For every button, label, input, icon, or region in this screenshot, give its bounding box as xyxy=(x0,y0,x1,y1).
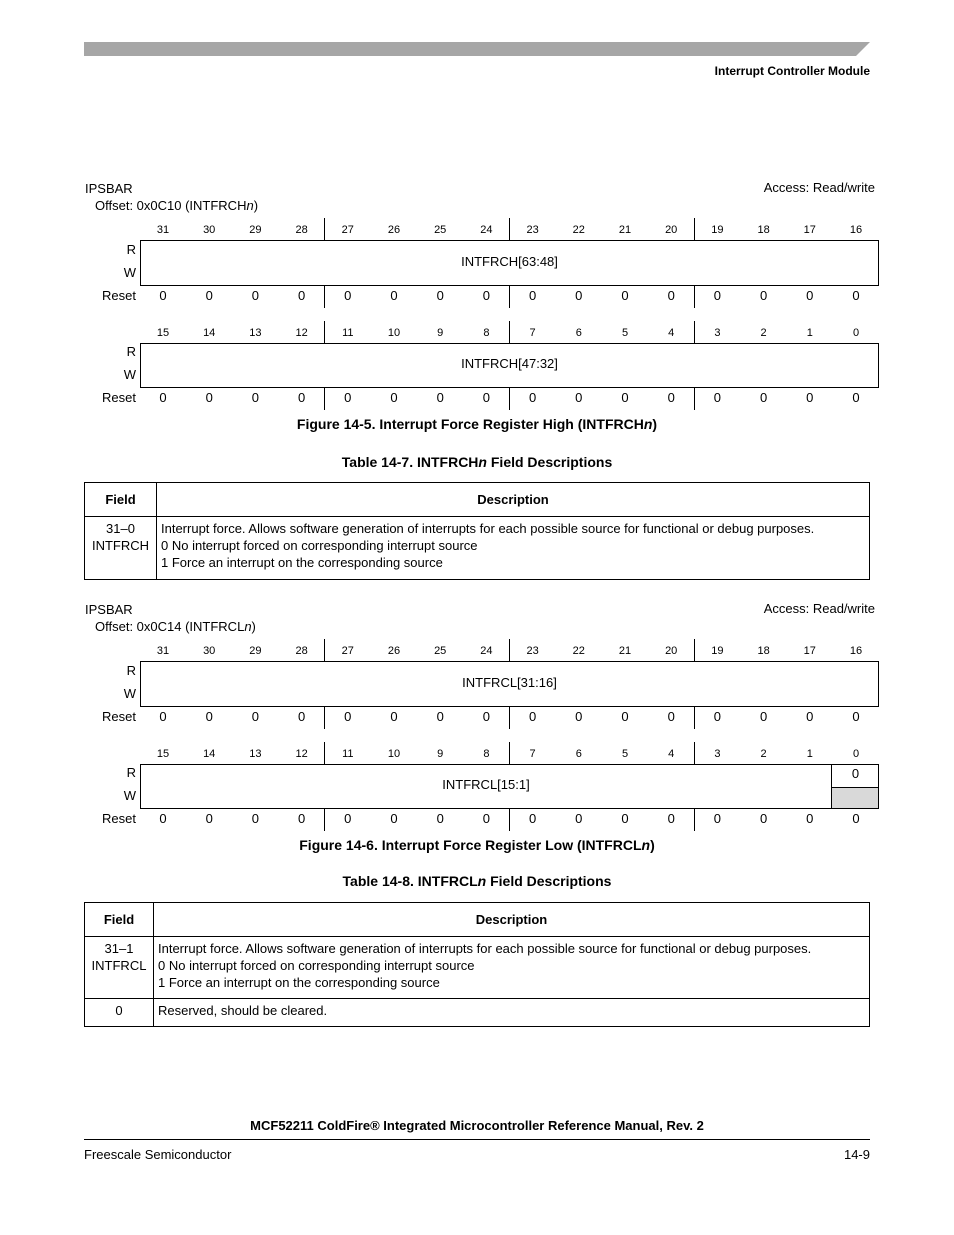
bit-number: 28 xyxy=(295,645,308,657)
bit-number: 8 xyxy=(483,327,490,339)
bit-number: 6 xyxy=(575,327,582,339)
description-line: 1 Force an interrupt on the corresponding source xyxy=(158,975,440,990)
write-label: W xyxy=(123,367,136,382)
field-description-table-intfrcl xyxy=(84,902,870,1027)
reset-label: Reset xyxy=(102,811,136,826)
bit-number: 26 xyxy=(387,645,401,657)
bit-number: 20 xyxy=(665,224,678,236)
reset-label: Reset xyxy=(102,709,136,724)
bit-number: 7 xyxy=(529,327,536,339)
reset-value: 0 xyxy=(205,288,213,303)
nibble-divider xyxy=(694,639,695,661)
description-line: Reserved, should be cleared. xyxy=(158,1003,328,1018)
bit-number: 16 xyxy=(849,224,863,236)
nibble-divider xyxy=(509,286,510,308)
field-cell xyxy=(85,517,157,580)
reset-value: 0 xyxy=(806,709,814,724)
table-title-intfrcl: Table 14-8. INTFRCLn Field Descriptions xyxy=(342,873,612,889)
bit-number: 11 xyxy=(342,748,354,760)
reset-value: 0 xyxy=(806,288,814,303)
reset-value: 0 xyxy=(759,288,768,303)
nibble-divider xyxy=(509,388,510,410)
bit-number: 3 xyxy=(714,327,721,339)
bit-number: 31 xyxy=(156,224,170,236)
reset-value: 0 xyxy=(713,811,721,826)
reset-row-upper xyxy=(84,288,884,308)
nibble-divider xyxy=(324,742,325,764)
nibble-divider xyxy=(509,218,510,240)
nibble-divider xyxy=(509,707,510,729)
reset-value: 0 xyxy=(528,288,537,303)
field-name: INTFRCL xyxy=(91,958,147,973)
bit-number: 25 xyxy=(434,645,447,657)
bit-number: 0 xyxy=(852,748,860,760)
bit-number: 15 xyxy=(156,327,170,339)
nibble-divider xyxy=(694,321,695,343)
bit-number: 11 xyxy=(342,327,354,339)
bit-number: 30 xyxy=(203,224,216,236)
reset-value: 0 xyxy=(159,811,167,826)
bit-number: 27 xyxy=(341,224,354,236)
reset-value: 0 xyxy=(251,811,259,826)
reset-value: 0 xyxy=(482,811,490,826)
header-bar-shape xyxy=(84,42,870,56)
bit-number: 18 xyxy=(757,224,770,236)
reset-value: 0 xyxy=(852,709,860,724)
reset-value: 0 xyxy=(390,390,398,405)
page-number: 14-9 xyxy=(843,1147,870,1162)
reset-value: 0 xyxy=(575,709,583,724)
nibble-divider xyxy=(694,286,695,308)
reset-value: 0 xyxy=(575,288,583,303)
register-base-label: IPSBAR xyxy=(85,602,133,617)
field-bits: 0 xyxy=(115,1003,123,1018)
bit-number: 20 xyxy=(665,645,678,657)
reset-value: 0 xyxy=(713,709,721,724)
column-header-field: Field xyxy=(85,903,154,937)
nibble-divider xyxy=(509,809,510,831)
bit-number: 28 xyxy=(295,224,308,236)
bit-number: 2 xyxy=(760,327,767,339)
reset-value: 0 xyxy=(297,709,306,724)
bit-number: 14 xyxy=(203,748,216,760)
bit-number: 14 xyxy=(203,327,216,339)
table-row xyxy=(85,517,870,580)
description-line: 1 Force an interrupt on the corresponding source xyxy=(161,555,443,570)
description-cell xyxy=(157,517,870,580)
register-field-name: INTFRCH[63:48] xyxy=(461,254,558,269)
nibble-divider xyxy=(509,639,510,661)
running-header: Interrupt Controller Module xyxy=(714,64,870,78)
nibble-divider xyxy=(694,742,695,764)
reset-value: 0 xyxy=(528,709,537,724)
reset-value: 0 xyxy=(759,709,768,724)
column-header-description: Description xyxy=(157,483,870,517)
bit-number: 13 xyxy=(249,748,262,760)
reset-value: 0 xyxy=(852,288,860,303)
reset-value: 0 xyxy=(436,390,444,405)
reset-value: 0 xyxy=(297,390,306,405)
reset-value: 0 xyxy=(390,288,398,303)
reset-value: 0 xyxy=(667,288,675,303)
reset-label: Reset xyxy=(102,288,136,303)
nibble-divider xyxy=(694,388,695,410)
bit-number: 16 xyxy=(849,645,863,657)
column-header-description: Description xyxy=(154,903,870,937)
write-label: W xyxy=(123,788,136,803)
reset-value: 0 xyxy=(528,390,537,405)
bit-number: 0 xyxy=(852,327,860,339)
reset-value: 0 xyxy=(297,811,306,826)
reset-value: 0 xyxy=(159,709,167,724)
bit-number: 27 xyxy=(341,645,354,657)
bit-number: 12 xyxy=(295,748,308,760)
bit-number: 17 xyxy=(803,224,816,236)
footer-company: Freescale Semiconductor xyxy=(84,1147,232,1162)
nibble-divider xyxy=(694,707,695,729)
reset-value: 0 xyxy=(251,288,259,303)
reset-value: 0 xyxy=(482,288,490,303)
register-access-label: Access: Read/write xyxy=(763,180,875,195)
reset-value: 0 xyxy=(713,390,721,405)
bit-number: 21 xyxy=(618,645,632,657)
write-label: W xyxy=(123,265,136,280)
read-label: R xyxy=(126,344,136,359)
field-bits: 31–0 xyxy=(106,521,135,536)
reset-value: 0 xyxy=(344,390,352,405)
register-field-name: INTFRCL[31:16] xyxy=(462,675,557,690)
read-label: R xyxy=(126,663,136,678)
reset-value: 0 xyxy=(297,288,306,303)
register-offset-label: Offset: 0x0C10 (INTFRCHn) xyxy=(95,198,259,213)
reset-value: 0 xyxy=(667,709,675,724)
read-label: R xyxy=(126,765,136,780)
reset-value: 0 xyxy=(482,390,490,405)
bit-number: 6 xyxy=(575,748,582,760)
reset-value: 0 xyxy=(482,709,490,724)
description-line: 0 No interrupt forced on corresponding interrupt source xyxy=(158,958,475,973)
reserved-bit-read-value: 0 xyxy=(851,766,860,781)
bit-number: 31 xyxy=(156,645,170,657)
reset-value: 0 xyxy=(621,390,629,405)
table-row xyxy=(85,937,870,999)
reset-row-lower xyxy=(84,390,884,410)
description-line: 0 No interrupt forced on corresponding interrupt source xyxy=(161,538,478,553)
register-offset-label: Offset: 0x0C14 (INTFRCLn) xyxy=(95,619,256,634)
bit-number: 1 xyxy=(806,327,813,339)
field-name: INTFRCH xyxy=(91,538,150,553)
bit-number: 18 xyxy=(757,645,770,657)
description-line: Interrupt force. Allows software generation of interrupts for each possible source for functional or debug purposes. xyxy=(161,521,815,536)
bit-number: 19 xyxy=(711,645,724,657)
nibble-divider xyxy=(324,321,325,343)
reset-row-upper xyxy=(84,709,884,729)
table-header-row xyxy=(85,483,870,517)
nibble-divider xyxy=(694,809,695,831)
bit-number: 29 xyxy=(249,224,262,236)
bit-number: 22 xyxy=(572,645,585,657)
reset-value: 0 xyxy=(667,390,675,405)
reset-value: 0 xyxy=(759,811,768,826)
bit-number: 10 xyxy=(387,327,401,339)
reset-value: 0 xyxy=(806,390,814,405)
table-header-row xyxy=(85,903,870,937)
bit-number: 5 xyxy=(621,327,629,339)
register-field-name: INTFRCH[47:32] xyxy=(461,356,558,371)
footer-divider xyxy=(84,1139,870,1140)
bit-number: 29 xyxy=(249,645,262,657)
reset-value: 0 xyxy=(806,811,814,826)
nibble-divider xyxy=(324,809,325,831)
bit-number: 23 xyxy=(526,645,539,657)
reset-value: 0 xyxy=(205,390,213,405)
register-diagram-intfrcl xyxy=(84,601,884,831)
reset-value: 0 xyxy=(759,390,768,405)
register-diagram-intfrch xyxy=(84,180,884,410)
figure-caption-intfrcl: Figure 14-6. Interrupt Force Register Low (INTFRCLn) xyxy=(299,837,655,853)
field-description-table-intfrch xyxy=(84,482,870,580)
header-bar xyxy=(84,42,870,56)
field-cell xyxy=(85,937,154,999)
nibble-divider xyxy=(694,218,695,240)
nibble-divider xyxy=(324,388,325,410)
bit-number: 24 xyxy=(480,645,493,657)
register-field-name: INTFRCL[15:1] xyxy=(442,777,530,792)
bit-number: 4 xyxy=(668,327,675,339)
bit-number: 9 xyxy=(437,327,444,339)
description-cell xyxy=(154,937,870,999)
bit-number: 15 xyxy=(156,748,170,760)
reset-value: 0 xyxy=(436,811,444,826)
read-label: R xyxy=(126,242,136,257)
nibble-divider xyxy=(509,321,510,343)
nibble-divider xyxy=(324,218,325,240)
bit-number: 19 xyxy=(711,224,724,236)
reset-value: 0 xyxy=(575,811,583,826)
reset-value: 0 xyxy=(575,390,583,405)
nibble-divider xyxy=(324,707,325,729)
nibble-divider xyxy=(324,286,325,308)
bit-number: 3 xyxy=(714,748,721,760)
column-header-field: Field xyxy=(85,483,157,517)
reset-value: 0 xyxy=(667,811,675,826)
reset-value: 0 xyxy=(251,709,259,724)
figure-caption-intfrch: Figure 14-5. Interrupt Force Register High (INTFRCHn) xyxy=(296,416,658,432)
bit-number: 24 xyxy=(480,224,493,236)
description-cell xyxy=(154,999,870,1027)
bit-number: 12 xyxy=(295,327,308,339)
reset-value: 0 xyxy=(621,288,629,303)
nibble-divider xyxy=(509,742,510,764)
reset-value: 0 xyxy=(436,709,444,724)
bit-number: 23 xyxy=(526,224,539,236)
reset-value: 0 xyxy=(528,811,537,826)
bit-number: 5 xyxy=(621,748,629,760)
bit-number: 21 xyxy=(618,224,632,236)
reset-value: 0 xyxy=(713,288,721,303)
reset-value: 0 xyxy=(344,709,352,724)
reset-value: 0 xyxy=(205,811,213,826)
reset-value: 0 xyxy=(344,811,352,826)
bit-number: 30 xyxy=(203,645,216,657)
footer-manual-title: MCF52211 ColdFire® Integrated Microcontroller Reference Manual, Rev. 2 xyxy=(250,1118,704,1133)
bit-number: 22 xyxy=(572,224,585,236)
reset-value: 0 xyxy=(251,390,259,405)
reserved-bit-write-shading xyxy=(832,787,878,808)
bit-number: 8 xyxy=(483,748,490,760)
bit-number: 25 xyxy=(434,224,447,236)
description-line: Interrupt force. Allows software generation of interrupts for each possible source for functional or debug purposes. xyxy=(158,941,812,956)
bit-number: 1 xyxy=(806,748,813,760)
bit-number: 4 xyxy=(668,748,675,760)
reset-value: 0 xyxy=(852,390,860,405)
reset-value: 0 xyxy=(436,288,444,303)
bit-number: 7 xyxy=(529,748,536,760)
reset-value: 0 xyxy=(159,390,167,405)
field-bits: 31–1 xyxy=(104,941,134,956)
reset-label: Reset xyxy=(102,390,136,405)
reset-value: 0 xyxy=(390,709,398,724)
reset-value: 0 xyxy=(344,288,352,303)
register-base-label: IPSBAR xyxy=(85,181,133,196)
field-cell xyxy=(85,999,154,1027)
bit-number: 17 xyxy=(803,645,816,657)
register-access-label: Access: Read/write xyxy=(763,601,875,616)
reset-value: 0 xyxy=(205,709,213,724)
nibble-divider xyxy=(324,639,325,661)
bit-number: 9 xyxy=(437,748,444,760)
bit-number: 13 xyxy=(249,327,262,339)
reset-value: 0 xyxy=(390,811,398,826)
bit-number: 10 xyxy=(387,748,401,760)
reset-value: 0 xyxy=(159,288,167,303)
reset-value: 0 xyxy=(621,811,629,826)
table-title-intfrch: Table 14-7. INTFRCHn Field Descriptions xyxy=(341,454,613,470)
table-row xyxy=(85,999,870,1027)
bit-number: 26 xyxy=(387,224,401,236)
bit-number: 2 xyxy=(760,748,767,760)
write-label: W xyxy=(123,686,136,701)
reset-row-lower xyxy=(84,811,884,831)
reset-value: 0 xyxy=(621,709,629,724)
reset-value: 0 xyxy=(852,811,860,826)
